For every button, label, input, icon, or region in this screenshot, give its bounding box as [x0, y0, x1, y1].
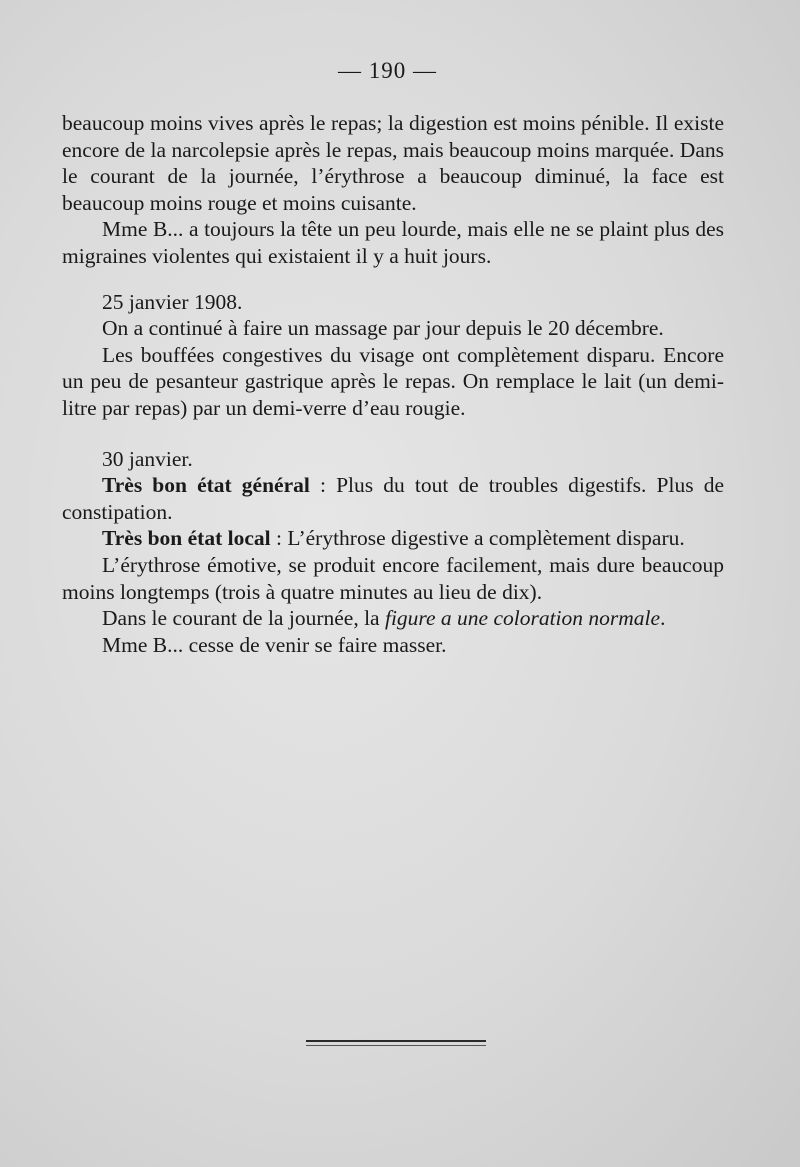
page-body [62, 110, 724, 658]
bold-lead-general: Très bon état général [102, 473, 310, 498]
paragraph-6-text: : L’érythrose digestive a complètement disparu. [270, 526, 685, 551]
paragraph-1: beaucoup moins vives après le repas; la digestion est moins pénible. Il existe encore de la narcolepsie après le repas, mais beaucoup moins marquée. Dans le courant de la journée, l’érythrose a beaucoup diminué, la face est beaucoup moins rouge et moins cuisante. [62, 111, 724, 215]
date-heading-30-janvier: 30 janvier. [102, 446, 193, 471]
paragraph-5-text: : Plus du tout de troubles digestifs. Plus de constipation. [62, 473, 724, 524]
paragraph-5 [62, 472, 724, 525]
paragraph-6 [62, 525, 724, 552]
paragraph-2: Mme B... a toujours la tête un peu lourde, mais elle ne se plaint plus des migraines violentes qui existaient il y a huit jours. [62, 217, 724, 268]
paragraph-8 [62, 605, 724, 632]
date-heading-25-janvier: 25 janvier 1908. [102, 289, 243, 314]
end-rule-secondary [306, 1045, 486, 1046]
bold-lead-local: Très bon état local [102, 526, 271, 551]
page-number: — 190 — [338, 58, 437, 83]
italic-phrase: figure a une coloration normale [384, 606, 661, 631]
paragraph-8-text: Dans le courant de la journée, la [102, 606, 385, 631]
paragraph-7: L’érythrose émotive, se produit encore facilement, mais dure beaucoup moins longtemps (trois à quatre minutes au lieu de dix). [62, 552, 724, 604]
paragraph-9: Mme B... cesse de venir se faire masser. [102, 632, 447, 657]
paragraph-3: On a continué à faire un massage par jour depuis le 20 décembre. [102, 316, 664, 341]
paragraph-8-end: . [660, 606, 666, 631]
paragraph-4: Les bouffées congestives du visage ont complètement disparu. Encore un peu de pesanteur gastrique après le repas. On remplace le lait (un demi-litre par repas) par un demi-verre d’eau rougie. [62, 342, 724, 420]
end-rule [306, 1040, 486, 1042]
